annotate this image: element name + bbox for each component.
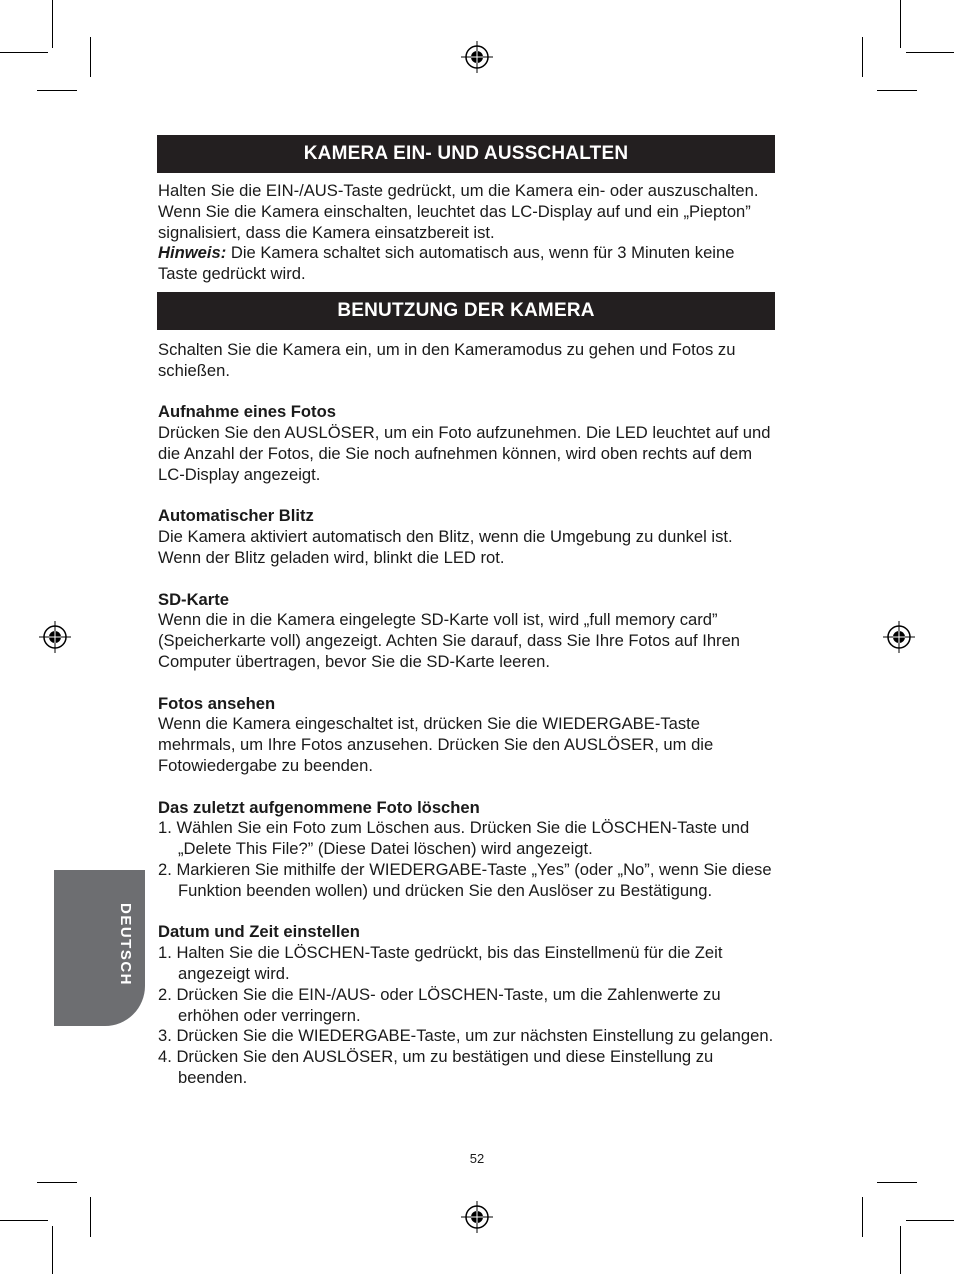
hint-paragraph [158,243,778,285]
crop-mark [900,0,901,48]
crop-mark [877,1182,917,1183]
crop-mark [862,37,863,77]
list-item: 3. Drücken Sie die WIEDERGABE-Taste, um zur nächsten Einstellung zu gelangen. [158,1026,774,1046]
crop-mark [906,52,954,53]
datetime-steps-list [158,943,778,1089]
crop-mark [52,1226,53,1274]
hint-text: Die Kamera schaltet sich automatisch aus, wenn für 3 Minuten keine Taste gedrückt wird. [158,243,735,284]
section-title: BENUTZUNG DER KAMERA [337,300,595,321]
crop-mark [37,90,77,91]
section-heading-usage [157,292,775,330]
crop-mark [37,1182,77,1183]
subheading-sd-card: SD-Karte [158,589,230,609]
crop-mark [0,1220,48,1221]
crop-mark [906,1220,954,1221]
language-tab [54,870,145,1026]
list-item: 4. Drücken Sie den AUSLÖSER, um zu bestätigen und diese Einstellung zu beenden. [158,1047,714,1087]
paragraph: Wenn die Kamera eingeschaltet ist, drücken Sie die WIEDERGABE-Taste mehrmals, um Ihre Fotos anzusehen. Drücken Sie den AUSLÖSER, um die Fotowiedergabe zu beenden. [158,714,714,775]
paragraph: Wenn die in die Kamera eingelegte SD-Karte voll ist, wird „full memory card” (Speicherkarte voll) angezeigt. Achten Sie darauf, dass Sie Ihre Fotos auf Ihren Computer übertragen, bevor Sie die SD-Karte leeren. [158,610,741,671]
power-section-body [158,181,778,285]
crosshair-target-icon [461,41,493,73]
usage-section-body [158,340,778,1089]
crop-mark [900,1226,901,1274]
subheading-photo: Aufnahme eines Fotos [158,402,336,422]
language-tab-label: DEUTSCH [117,903,134,987]
subheading-delete-photo: Das zuletzt aufgenommene Foto löschen [158,797,480,817]
subheading-flash: Automatischer Blitz [158,506,314,526]
crosshair-target-icon [883,621,915,653]
crop-mark [877,90,917,91]
crop-mark [862,1197,863,1237]
crop-mark [90,1197,91,1237]
crosshair-target-icon [39,621,71,653]
list-item: 2. Drücken Sie die EIN-/AUS- oder LÖSCHEN-Taste, um die Zahlenwerte zu erhöhen oder verringern. [158,984,721,1025]
crop-mark [0,52,48,53]
subheading-date-time: Datum und Zeit einstellen [158,922,360,942]
hint-label: Hinweis: [158,243,227,263]
section-heading-power [157,135,775,173]
intro-paragraph: Schalten Sie die Kamera ein, um in den Kameramodus zu gehen und Fotos zu schießen. [158,340,736,380]
crosshair-target-icon [461,1201,493,1233]
paragraph: Die Kamera aktiviert automatisch den Blitz, wenn die Umgebung zu dunkel ist. Wenn der Blitz geladen wird, blinkt die LED rot. [158,527,733,567]
subheading-view-photos: Fotos ansehen [158,693,276,713]
section-title: KAMERA EIN- UND AUSSCHALTEN [303,143,629,164]
delete-steps-list [158,818,778,901]
list-item: 1. Halten Sie die LÖSCHEN-Taste gedrückt, bis das Einstellmenü für die Zeit angezeigt wird. [158,943,723,983]
page-number: 52 [469,1151,485,1166]
paragraph: Halten Sie die EIN-/AUS-Taste gedrückt, um die Kamera ein- oder auszuschalten. Wenn Sie die Kamera einschalten, leuchtet das LC-Display auf und ein „Piepton” signalisiert, dass die Kamera einsatzbereit ist. [158,181,759,242]
crop-mark [52,0,53,48]
list-item: 1. Wählen Sie ein Foto zum Löschen aus. Drücken Sie die LÖSCHEN-Taste und „Delete This File?” (Diese Datei löschen) wird angezeigt. [158,818,750,859]
crop-mark [90,37,91,77]
paragraph: Drücken Sie den AUSLÖSER, um ein Foto aufzunehmen. Die LED leuchtet auf und die Anzahl der Fotos, die Sie noch aufnehmen können, wird oben rechts auf dem LC-Display angezeigt. [158,423,771,484]
list-item: 2. Markieren Sie mithilfe der WIEDERGABE-Taste „Yes” (oder „No”, wenn Sie diese Funktion beenden wollen) und drücken Sie den Auslöser zu Bestätigung. [158,859,772,900]
